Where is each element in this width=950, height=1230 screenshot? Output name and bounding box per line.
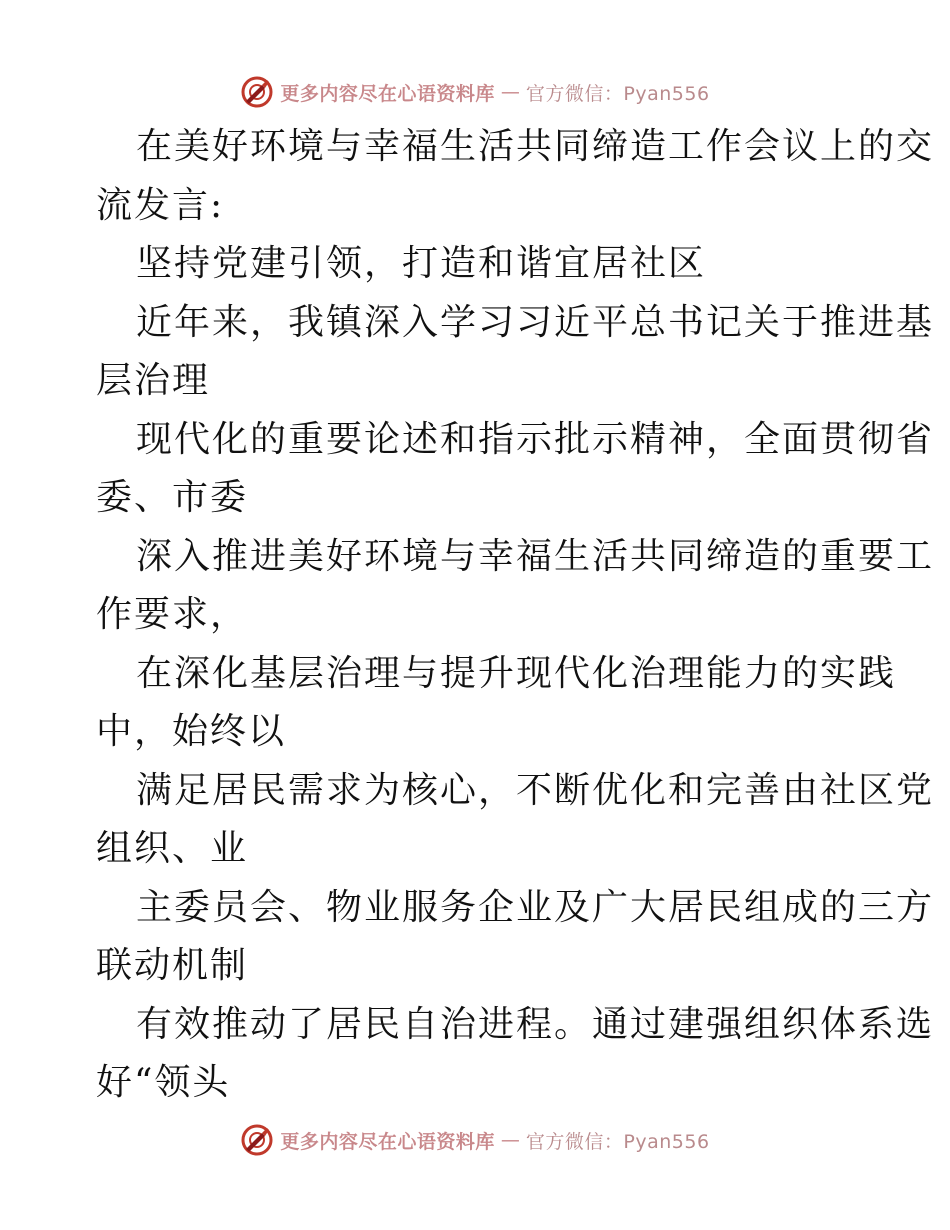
paragraph-line: 联动机制 bbox=[96, 945, 249, 986]
logo-icon bbox=[240, 1123, 274, 1157]
watermark-official: 官方微信：Pyan556 bbox=[525, 82, 710, 105]
watermark-separator: — bbox=[500, 1129, 520, 1151]
paragraph-line: 委、市委 bbox=[96, 477, 249, 518]
paragraph-line: 满足居民需求为核心，不断优化和完善由社区党 bbox=[136, 769, 935, 811]
paragraph-line: 组织、业 bbox=[96, 828, 249, 869]
watermark-official: 官方微信：Pyan556 bbox=[525, 1130, 710, 1153]
header-watermark bbox=[0, 72, 950, 112]
paragraph-line: 层治理 bbox=[96, 360, 211, 401]
paragraph-line: 流发言: bbox=[96, 184, 225, 226]
watermark-brand: 更多内容尽在心语资料库 bbox=[280, 82, 495, 105]
footer-watermark bbox=[0, 1120, 950, 1160]
paragraph-line: 在美好环境与幸福生活共同缔造工作会议上的交 bbox=[136, 126, 935, 167]
watermark-separator: — bbox=[500, 81, 520, 103]
paragraph-line: 深入推进美好环境与幸福生活共同缔造的重要工 bbox=[136, 535, 935, 577]
document-body bbox=[96, 118, 935, 1113]
paragraph-line: 好“领头 bbox=[96, 1062, 231, 1103]
paragraph-line: 现代化的重要论述和指示批示精神，全面贯彻省 bbox=[136, 418, 935, 460]
paragraph-line: 在深化基层治理与提升现代化治理能力的实践 bbox=[136, 652, 897, 694]
watermark-brand: 更多内容尽在心语资料库 bbox=[280, 1130, 495, 1153]
logo-icon bbox=[240, 75, 274, 109]
paragraph-line: 主委员会、物业服务企业及广大居民组成的三方 bbox=[136, 886, 935, 928]
paragraph-line: 有效推动了居民自治进程。通过建强组织体系选 bbox=[136, 1003, 935, 1045]
paragraph-line: 作要求， bbox=[96, 594, 249, 635]
paragraph-line: 坚持党建引领，打造和谐宜居社区 bbox=[136, 243, 707, 284]
paragraph-line: 中，始终以 bbox=[96, 711, 287, 752]
paragraph-line: 近年来，我镇深入学习习近平总书记关于推进基 bbox=[136, 301, 935, 343]
